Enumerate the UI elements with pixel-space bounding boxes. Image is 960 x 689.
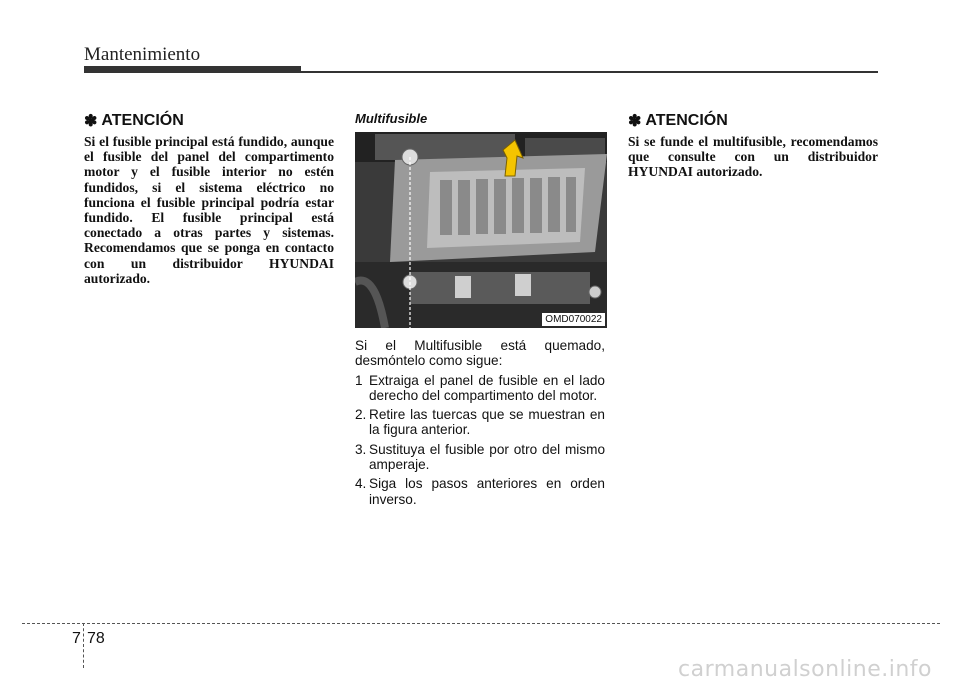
list-item (355, 442, 605, 473)
section-title: Mantenimiento (84, 44, 201, 65)
attention-title: ATENCIÓN (101, 112, 184, 129)
list-item (355, 476, 605, 507)
attention-title: ATENCIÓN (645, 112, 728, 129)
header-rule (84, 71, 878, 73)
step-number: 4. (355, 476, 367, 492)
footer-vertical-divider (83, 623, 84, 668)
steps-list (355, 373, 605, 507)
attention-body: Si el fusible principal está fundido, aunque el fusible del panel del compartimento motor y el fusible interior no estén fundidos, si el sistema eléctrico no funciona el fusible principal podría estar fundido. El fusible principal está conectado a otras partes y sistemas. Recomendamos que se ponga en contacto con un distribuidor HYUNDAI autorizado. (84, 134, 334, 286)
attention-heading (628, 111, 878, 131)
figure-caption: Multifusible (355, 111, 428, 126)
step-text: Retire las tuercas que se muestran en la figura anterior. (369, 407, 605, 438)
asterisk-icon: ✽ (628, 113, 642, 130)
footer-divider (22, 623, 940, 624)
intro-text: Si el Multifusible está quemado, desmóntelo como sigue: (355, 338, 605, 369)
page-number: 78 (87, 630, 105, 647)
attention-heading (84, 111, 334, 131)
attention-body: Si se funde el multifusible, recomendamos que consulte con un distribuidor HYUNDAI autorizado. (628, 134, 878, 180)
fuse-box-illustration (355, 132, 607, 328)
step-text: Siga los pasos anteriores en orden inverso. (369, 476, 605, 507)
chapter-number: 7 (72, 630, 81, 647)
list-item (355, 373, 605, 404)
column-middle (355, 108, 605, 511)
watermark: carmanualsonline.info (678, 657, 932, 682)
step-number: 3. (355, 441, 367, 457)
column-left (84, 108, 334, 286)
list-item (355, 407, 605, 438)
step-number: 2. (355, 407, 367, 423)
asterisk-icon: ✽ (84, 113, 98, 130)
figure-code: OMD070022 (542, 313, 605, 326)
step-text: Extraiga el panel de fusible en el lado derecho del compartimento del motor. (369, 372, 605, 403)
step-number: 1 (355, 372, 363, 388)
step-text: Sustituya el fusible por otro del mismo amperaje. (369, 441, 605, 473)
column-right (628, 108, 878, 180)
engine-fuse-photo (355, 132, 607, 328)
